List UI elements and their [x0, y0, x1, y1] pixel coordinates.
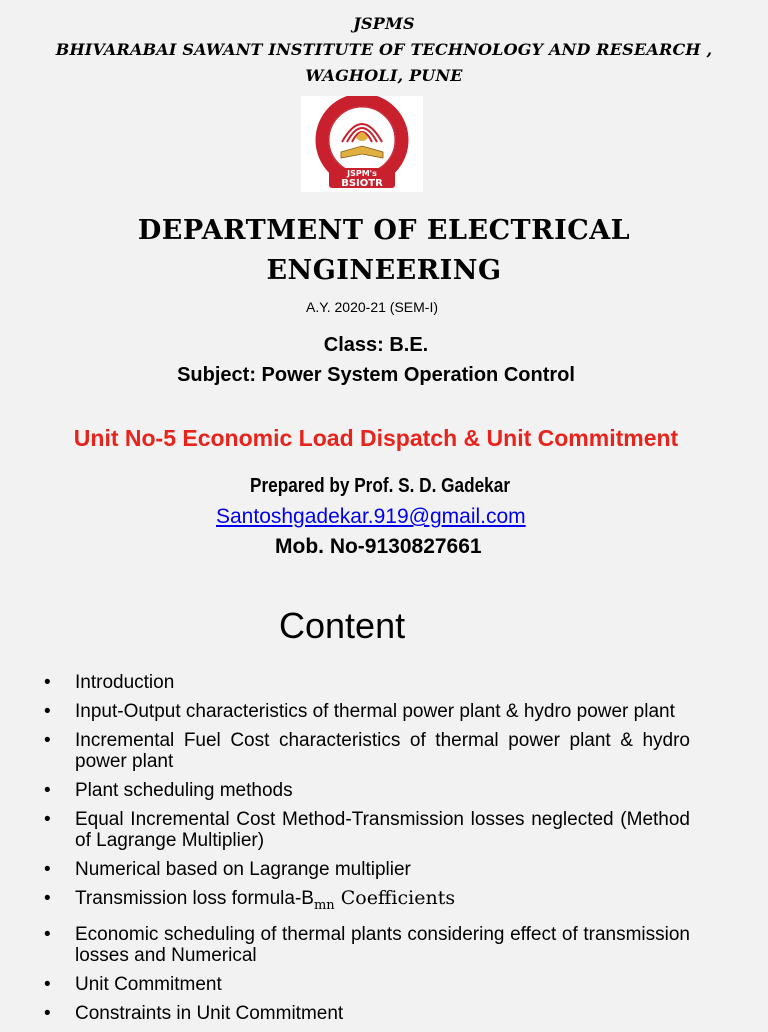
bullet-icon: • [44, 730, 51, 751]
institute-logo [301, 96, 423, 192]
list-item: • Equal Incremental Cost Method-Transmission losses neglected (Method of Lagrange Multiplier) [44, 809, 690, 851]
bullet-icon: • [44, 780, 51, 801]
bullet-icon: • [44, 1002, 51, 1024]
logo-text-bsiotr: BSIOTR [341, 178, 383, 189]
institute-name-line1: BHIVARABAI SAWANT INSTITUTE OF TECHNOLOGY AND RESEARCH , [55, 40, 713, 59]
list-item: • Unit Commitment [44, 973, 222, 995]
list-item: • Constraints in Unit Commitment [44, 1002, 344, 1024]
unit-title: Unit No-5 Economic Load Dispatch & Unit Commitment [73, 425, 679, 451]
list-item: • Incremental Fuel Cost characteristics of thermal power plant & hydro power plant [44, 730, 690, 772]
author-mobile: Mob. No-9130827661 [275, 535, 482, 558]
bullet-icon: • [44, 672, 51, 693]
list-item: • Transmission loss formula-$B_{mn}$ Coefficients [44, 887, 456, 913]
bullet-icon: • [44, 888, 51, 909]
list-item: • Input-Output characteristics of thermal power plant & hydro power plant [44, 701, 675, 722]
list-item: • Plant scheduling methods [44, 780, 293, 801]
subject-label: Subject: Power System Operation Control [177, 364, 575, 386]
content-list [40, 672, 690, 1032]
list-item: • Introduction [44, 672, 175, 693]
author-email-link[interactable]: Santoshgadekar.919@gmail.com [216, 505, 526, 528]
academic-year: A.Y. 2020-21 (SEM-I) [305, 299, 439, 315]
class-label: Class: B.E. [323, 334, 429, 356]
logo-text-jspm: JSPM's [347, 169, 377, 178]
content-slide [0, 578, 768, 1024]
department-title-line1: DEPARTMENT OF ELECTRICAL [137, 215, 631, 246]
department-title-line2: ENGINEERING [266, 255, 502, 286]
prepared-by: Prepared by Prof. S. D. Gadekar [250, 475, 511, 497]
org-name: JSPMS [353, 14, 415, 33]
bullet-icon: • [44, 973, 51, 995]
bullet-icon: • [44, 859, 51, 880]
bullet-icon: • [44, 809, 51, 830]
list-item: • Economic scheduling of thermal plants considering effect of transmission losses and Numerical [44, 923, 690, 966]
content-title: Content [279, 605, 406, 646]
institute-name-line2: WAGHOLI, PUNE [305, 66, 463, 85]
bullet-icon: • [44, 701, 51, 722]
list-item: • Numerical based on Lagrange multiplier [44, 859, 411, 880]
bullet-icon: • [44, 923, 51, 945]
